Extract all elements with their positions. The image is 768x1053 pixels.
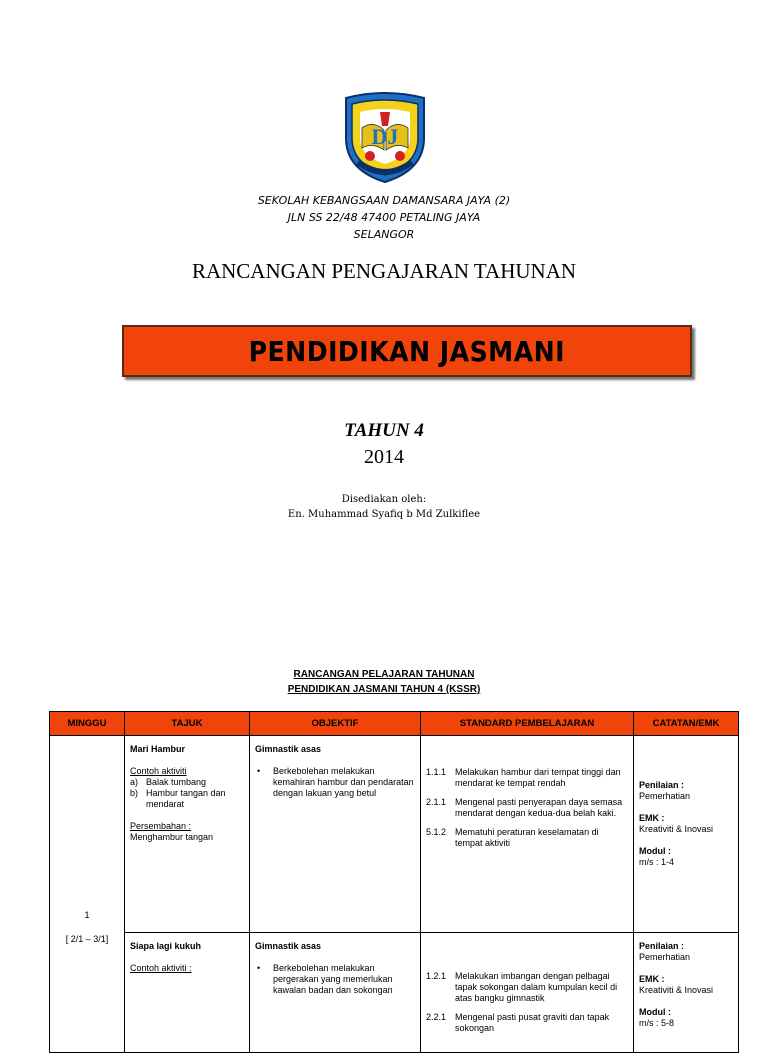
modul-value: m/s : 1-4 (639, 857, 675, 867)
bullet-icon: • (257, 766, 261, 776)
plan-title: RANCANGAN PENGAJARAN TAHUNAN (191, 259, 577, 283)
penilaian-label: Penilaian : (639, 780, 685, 790)
table-row (50, 933, 739, 1053)
emk-label: EMK : (639, 813, 665, 823)
col-tajuk: TAJUK (125, 712, 250, 736)
week-dates: [ 2/1 – 3/1] (65, 934, 109, 944)
col-objektif: OBJEKTIF (250, 712, 421, 736)
col-standard: STANDARD PEMBELAJARAN (421, 712, 634, 736)
tajuk-cell (125, 933, 250, 1053)
school-street: JLN SS 22/48 47400 PETALING JAYA (287, 211, 481, 224)
emk-label: EMK : (639, 974, 665, 984)
tajuk-cell (125, 736, 250, 933)
table-subtitle: PENDIDIKAN JASMANI TAHUN 4 (KSSR) (287, 684, 481, 695)
catatan-cell (634, 933, 739, 1053)
standard-item: 2.1.1 Mengenal pasti penyerapan daya semasa mendarat dengan kedua-dua belah kaki. (426, 797, 623, 818)
standard-cell (421, 933, 634, 1053)
penilaian-value: Pemerhatian (639, 791, 691, 801)
emk-value: Kreativiti & Inovasi (639, 985, 714, 995)
standard-item: 1.1.1 Melakukan hambur dari tempat tinggi dan mendarat ke tempat rendah (426, 767, 621, 788)
standard-item: 2.2.1 Mengenal pasti pusat graviti dan tapak sokongan (426, 1012, 610, 1033)
lesson-plan-table (49, 711, 739, 1053)
col-catatan: CATATAN/EMK (634, 712, 739, 736)
emk-value: Kreativiti & Inovasi (639, 824, 714, 834)
objektif-title: Gimnastik asas (255, 941, 322, 951)
table-row (50, 736, 739, 933)
year-value: 2014 (364, 446, 404, 468)
contoh-label: Contoh aktiviti (130, 766, 187, 776)
subject-title: PENDIDIKAN JASMANI (248, 334, 566, 368)
modul-label: Modul : (639, 846, 671, 856)
modul-value: m/s : 5-8 (639, 1018, 675, 1028)
school-name: SEKOLAH KEBANGSAAN DAMANSARA JAYA (2) (257, 194, 511, 207)
prepared-by-label: Disediakan oleh: (341, 494, 427, 505)
list-item: b) Hambur tangan dan mendarat (130, 788, 226, 809)
penilaian-value: Pemerhatian (639, 952, 691, 962)
catatan-cell (634, 736, 739, 933)
school-address (0, 192, 768, 243)
svg-text:DJ: DJ (371, 124, 399, 149)
standard-cell (421, 736, 634, 933)
col-minggu: MINGGU (50, 712, 125, 736)
tajuk-title: Mari Hambur (130, 744, 186, 754)
objektif-cell (250, 736, 421, 933)
standard-item: 1.2.1 Melakukan imbangan dengan pelbagai tapak sokongan dalam kumpulan kecil di atas bangku gimnastik (426, 971, 618, 1003)
table-title: RANCANGAN PELAJARAN TAHUNAN (293, 669, 475, 680)
week-number: 1 (84, 910, 90, 920)
objektif-title: Gimnastik asas (255, 744, 322, 754)
persembahan-label: Persembahan : (130, 821, 192, 831)
school-state: SELANGOR (353, 228, 415, 241)
objektif-text: Berkebolehan melakukan kemahiran hambur dan pendaratan dengan lakuan yang betul (273, 766, 414, 798)
year-label: TAHUN 4 (344, 420, 424, 441)
prepared-by-name: En. Muhammad Syafiq b Md Zulkiflee (287, 509, 481, 520)
bullet-icon: • (257, 963, 261, 973)
modul-label: Modul : (639, 1007, 671, 1017)
school-logo (340, 92, 430, 184)
subject-banner (122, 325, 692, 377)
tajuk-title: Siapa lagi kukuh (130, 941, 202, 951)
objektif-cell (250, 933, 421, 1053)
persembahan-value: Menghambur tangan (130, 832, 214, 842)
table-header-row (50, 712, 739, 736)
contoh-label: Contoh aktiviti : (130, 963, 192, 973)
list-item: a) Balak tumbang (130, 777, 207, 787)
week-cell (50, 736, 125, 1053)
penilaian-label: Penilaian : (639, 941, 685, 951)
standard-item: 5.1.2 Mematuhi peraturan keselamatan di tempat aktiviti (426, 827, 599, 848)
objektif-text: Berkebolehan melakukan pergerakan yang memerlukan kawalan badan dan sokongan (273, 963, 393, 995)
